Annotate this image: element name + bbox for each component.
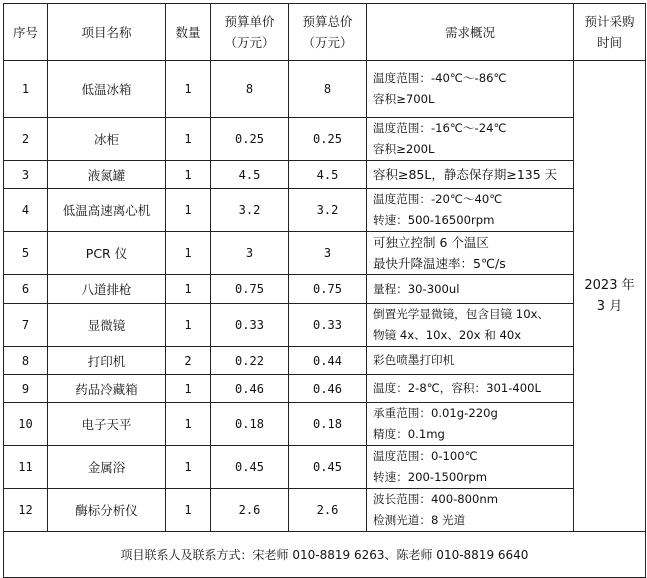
desc-line: 精度：0.1mg (373, 427, 445, 441)
header-row (4, 4, 646, 61)
header-total-price-line1: 预算总价 (302, 14, 353, 29)
desc-line: 最快升降温速率：5℃/s (373, 256, 506, 271)
table-row (4, 232, 646, 275)
header-unit-price-line1: 预算单价 (224, 14, 275, 29)
cell-qty: 2 (166, 347, 211, 375)
cell-qty: 1 (166, 403, 211, 446)
cell-total-price: 2.6 (289, 489, 367, 532)
header-time (574, 4, 646, 61)
desc-line: 波长范围：400-800nm (373, 492, 499, 506)
desc-line: 检测光道：8 光道 (373, 513, 466, 527)
cell-name: PCR 仪 (48, 232, 166, 275)
cell-total-price: 0.33 (289, 304, 367, 347)
desc-line: 承重范围：0.01g-220g (373, 406, 498, 420)
desc-line: 倒置光学显微镜，包含目镜 10x、 (373, 307, 550, 321)
cell-unit-price: 8 (211, 61, 289, 118)
cell-qty: 1 (166, 61, 211, 118)
cell-name: 打印机 (48, 347, 166, 375)
desc-line: 容积≥200L (373, 142, 435, 156)
footer-row (4, 532, 646, 578)
desc-line: 转速：200-1500rpm (373, 470, 488, 484)
cell-desc (367, 375, 574, 403)
cell-desc (367, 446, 574, 489)
desc-line: 温度：2-8℃，容积：301-400L (373, 381, 542, 395)
header-total-price-line2: （万元） (302, 35, 353, 50)
cell-seq: 11 (4, 446, 48, 489)
cell-desc (367, 61, 574, 118)
desc-line: 温度范围：0-100℃ (373, 449, 478, 463)
table-row (4, 489, 646, 532)
table-row (4, 304, 646, 347)
cell-seq: 7 (4, 304, 48, 347)
cell-name: 电子天平 (48, 403, 166, 446)
cell-total-price: 0.25 (289, 118, 367, 161)
desc-line: 可独立控制 6 个温区 (373, 235, 489, 250)
table-row (4, 161, 646, 189)
cell-total-price: 0.75 (289, 275, 367, 304)
cell-desc (367, 189, 574, 232)
cell-seq: 8 (4, 347, 48, 375)
desc-line: 温度范围：-40℃～-86℃ (373, 71, 507, 85)
cell-qty: 1 (166, 275, 211, 304)
cell-qty: 1 (166, 489, 211, 532)
cell-name: 酶标分析仪 (48, 489, 166, 532)
header-unit-price-line2: （万元） (224, 35, 275, 50)
cell-name: 低温冰箱 (48, 61, 166, 118)
desc-line: 温度范围：-16℃～-24℃ (373, 121, 507, 135)
contact-info: 项目联系人及联系方式：宋老师 010-8819 6263、陈老师 010-8819 6640 (4, 532, 646, 578)
cell-total-price: 8 (289, 61, 367, 118)
cell-seq: 5 (4, 232, 48, 275)
cell-unit-price: 0.22 (211, 347, 289, 375)
cell-seq: 4 (4, 189, 48, 232)
cell-unit-price: 4.5 (211, 161, 289, 189)
desc-line: 转速：500-16500rpm (373, 213, 495, 227)
cell-unit-price: 3 (211, 232, 289, 275)
cell-desc (367, 161, 574, 189)
desc-line: 容积≥700L (373, 92, 435, 106)
cell-seq: 3 (4, 161, 48, 189)
cell-unit-price: 0.33 (211, 304, 289, 347)
cell-qty: 1 (166, 161, 211, 189)
cell-name: 八道排枪 (48, 275, 166, 304)
cell-total-price: 3.2 (289, 189, 367, 232)
cell-seq: 2 (4, 118, 48, 161)
cell-desc (367, 232, 574, 275)
cell-seq: 12 (4, 489, 48, 532)
cell-unit-price: 3.2 (211, 189, 289, 232)
cell-total-price: 3 (289, 232, 367, 275)
cell-seq: 9 (4, 375, 48, 403)
cell-name: 冰柜 (48, 118, 166, 161)
cell-name: 低温高速离心机 (48, 189, 166, 232)
cell-qty: 1 (166, 304, 211, 347)
purchase-time-month: 3 月 (596, 299, 623, 314)
cell-total-price: 4.5 (289, 161, 367, 189)
header-total-price (289, 4, 367, 61)
table-row (4, 403, 646, 446)
cell-desc (367, 275, 574, 304)
table-row (4, 61, 646, 118)
header-qty: 数量 (166, 4, 211, 61)
cell-qty: 1 (166, 446, 211, 489)
cell-qty: 1 (166, 189, 211, 232)
desc-line: 物镜 4x、10x、20x 和 40x (373, 328, 522, 342)
cell-unit-price: 0.25 (211, 118, 289, 161)
table-row (4, 275, 646, 304)
cell-name: 药品冷藏箱 (48, 375, 166, 403)
cell-desc (367, 304, 574, 347)
header-desc: 需求概况 (367, 4, 574, 61)
purchase-time-year: 2023 年 (584, 278, 635, 293)
cell-total-price: 0.44 (289, 347, 367, 375)
desc-line: 彩色喷墨打印机 (373, 353, 455, 367)
table-row (4, 347, 646, 375)
cell-name: 金属浴 (48, 446, 166, 489)
header-seq: 序号 (4, 4, 48, 61)
cell-total-price: 0.46 (289, 375, 367, 403)
cell-desc (367, 347, 574, 375)
desc-line: 温度范围：-20℃～40℃ (373, 192, 503, 206)
cell-desc (367, 403, 574, 446)
cell-name: 显微镜 (48, 304, 166, 347)
table-row (4, 189, 646, 232)
cell-unit-price: 0.75 (211, 275, 289, 304)
header-time-line2: 时间 (596, 35, 622, 50)
header-name: 项目名称 (48, 4, 166, 61)
cell-total-price: 0.45 (289, 446, 367, 489)
cell-desc (367, 489, 574, 532)
cell-qty: 1 (166, 118, 211, 161)
cell-qty: 1 (166, 375, 211, 403)
procurement-table (3, 3, 646, 578)
cell-desc (367, 118, 574, 161)
table-row (4, 375, 646, 403)
header-unit-price (211, 4, 289, 61)
cell-unit-price: 0.46 (211, 375, 289, 403)
cell-name: 液氮罐 (48, 161, 166, 189)
cell-qty: 1 (166, 232, 211, 275)
header-time-line1: 预计采购 (584, 14, 635, 29)
desc-line: 容积≥85L，静态保存期≥135 天 (373, 167, 558, 182)
cell-purchase-time (574, 61, 646, 532)
table-row (4, 118, 646, 161)
cell-unit-price: 2.6 (211, 489, 289, 532)
cell-seq: 1 (4, 61, 48, 118)
cell-seq: 10 (4, 403, 48, 446)
cell-unit-price: 0.18 (211, 403, 289, 446)
cell-total-price: 0.18 (289, 403, 367, 446)
desc-line: 量程：30-300ul (373, 281, 460, 296)
table-row (4, 446, 646, 489)
cell-unit-price: 0.45 (211, 446, 289, 489)
cell-seq: 6 (4, 275, 48, 304)
